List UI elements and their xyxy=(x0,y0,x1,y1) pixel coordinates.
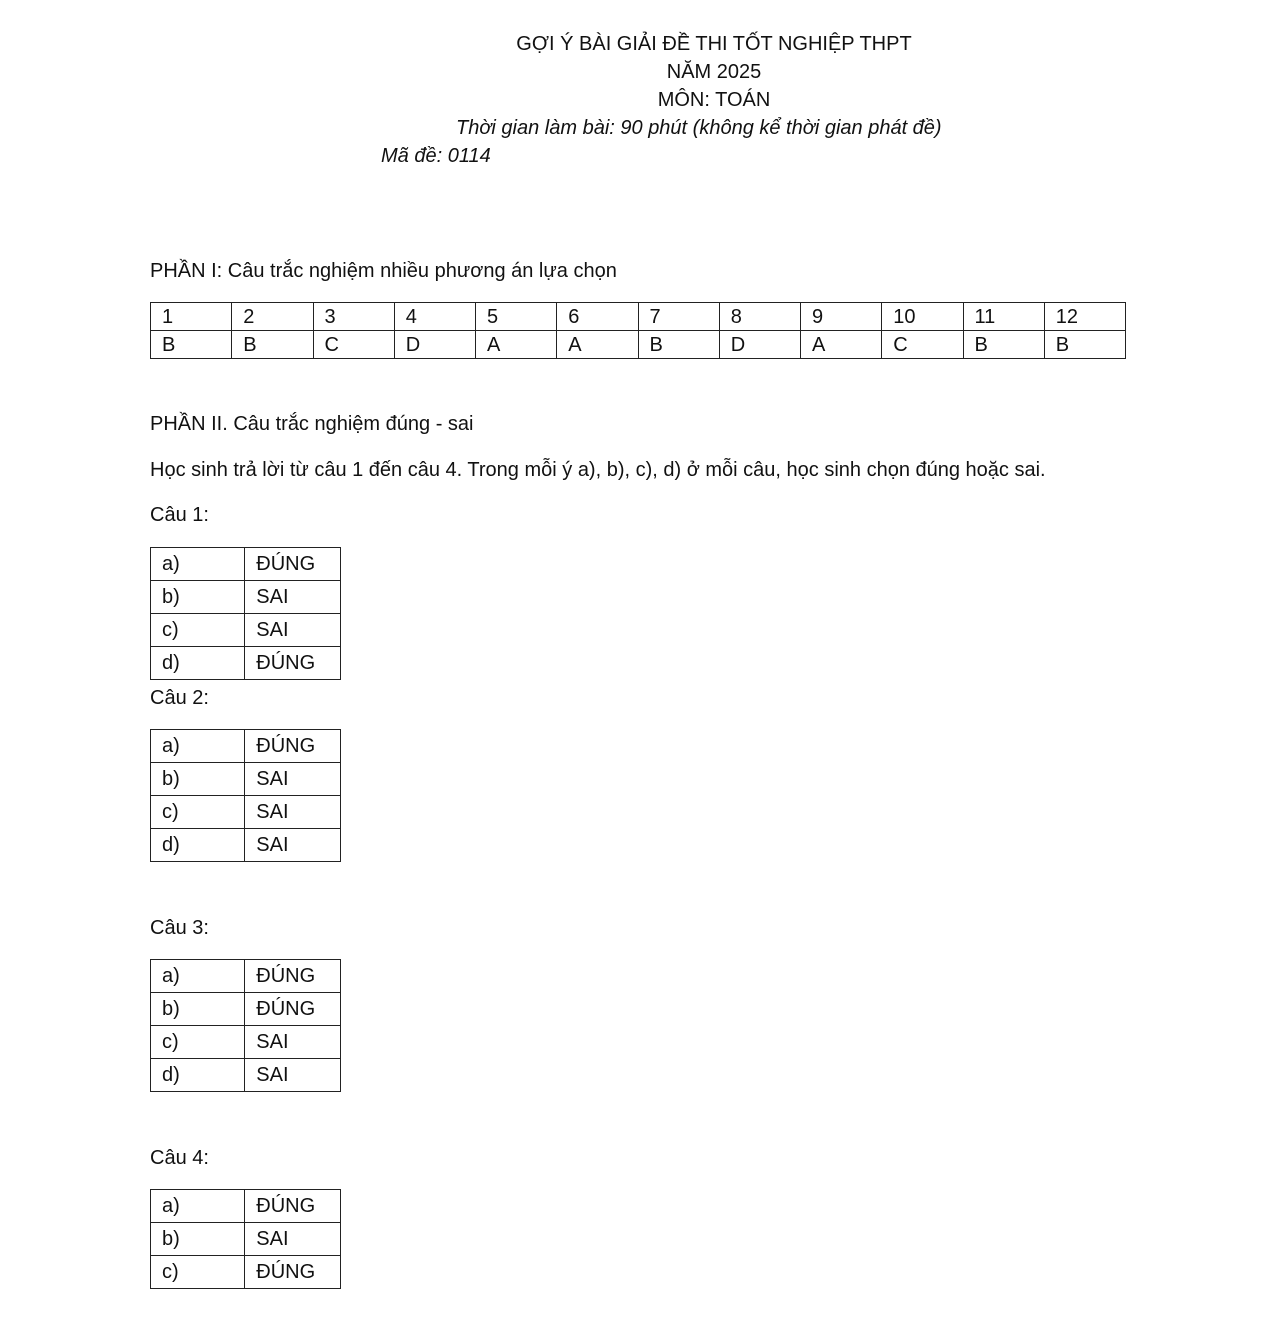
option-label: a) xyxy=(151,548,245,581)
table-row xyxy=(151,960,341,993)
true-false-answer: SAI xyxy=(245,1026,341,1059)
option-label: c) xyxy=(151,1256,245,1289)
true-false-answer: ĐÚNG xyxy=(245,730,341,763)
answer-letter: B xyxy=(151,331,232,359)
answer-letter: B xyxy=(1044,331,1125,359)
table-row xyxy=(151,647,341,680)
option-label: b) xyxy=(151,1223,245,1256)
option-label: c) xyxy=(151,796,245,829)
part1-heading: PHẦN I: Câu trắc nghiệm nhiều phương án lựa chọn xyxy=(150,260,617,282)
question-number: 7 xyxy=(638,303,719,331)
question-2-label: Câu 2: xyxy=(150,687,209,709)
answer-letter: A xyxy=(476,331,557,359)
option-label: a) xyxy=(151,730,245,763)
answer-letter: D xyxy=(719,331,800,359)
question-number: 6 xyxy=(557,303,638,331)
table-row xyxy=(151,548,341,581)
option-label: b) xyxy=(151,763,245,796)
question-number: 11 xyxy=(963,303,1044,331)
question-number: 12 xyxy=(1044,303,1125,331)
table-row xyxy=(151,763,341,796)
option-label: d) xyxy=(151,1059,245,1092)
table-row xyxy=(151,581,341,614)
table-row xyxy=(151,1256,341,1289)
answer-letter: A xyxy=(801,331,882,359)
option-label: c) xyxy=(151,614,245,647)
option-label: a) xyxy=(151,960,245,993)
true-false-answer: ĐÚNG xyxy=(245,960,341,993)
option-label: b) xyxy=(151,581,245,614)
true-false-answer: SAI xyxy=(245,1059,341,1092)
question-number-row xyxy=(151,303,1126,331)
option-label: b) xyxy=(151,993,245,1026)
part2-heading: PHẦN II. Câu trắc nghiệm đúng - sai xyxy=(150,413,474,435)
answer-letter: D xyxy=(394,331,475,359)
question-1-label: Câu 1: xyxy=(150,504,209,526)
question-number: 9 xyxy=(801,303,882,331)
answer-letter: A xyxy=(557,331,638,359)
question-1-table xyxy=(150,547,341,680)
part2-instruction: Học sinh trả lời từ câu 1 đến câu 4. Trong mỗi ý a), b), c), d) ở mỗi câu, học sinh chọn đúng hoặc sai. xyxy=(150,459,1046,481)
question-number: 3 xyxy=(313,303,394,331)
question-number: 8 xyxy=(719,303,800,331)
question-number: 2 xyxy=(232,303,313,331)
table-row xyxy=(151,1223,341,1256)
answer-letter: C xyxy=(882,331,963,359)
option-label: a) xyxy=(151,1190,245,1223)
table-row xyxy=(151,1026,341,1059)
table-row xyxy=(151,1190,341,1223)
option-label: d) xyxy=(151,647,245,680)
answer-letter: B xyxy=(963,331,1044,359)
true-false-answer: SAI xyxy=(245,796,341,829)
question-number: 10 xyxy=(882,303,963,331)
exam-year: NĂM 2025 xyxy=(666,61,762,83)
table-row xyxy=(151,614,341,647)
true-false-answer: ĐÚNG xyxy=(245,1190,341,1223)
answer-letter: B xyxy=(638,331,719,359)
true-false-answer: ĐÚNG xyxy=(245,993,341,1026)
table-row xyxy=(151,993,341,1026)
true-false-answer: ĐÚNG xyxy=(245,1256,341,1289)
exam-code: Mã đề: 0114 xyxy=(381,145,491,167)
part1-answer-table xyxy=(150,302,1126,359)
true-false-answer: ĐÚNG xyxy=(245,647,341,680)
true-false-answer: ĐÚNG xyxy=(245,548,341,581)
true-false-answer: SAI xyxy=(245,1223,341,1256)
option-label: d) xyxy=(151,829,245,862)
question-number: 1 xyxy=(151,303,232,331)
question-4-table xyxy=(150,1189,341,1289)
question-2-table xyxy=(150,729,341,862)
answer-letter: B xyxy=(232,331,313,359)
true-false-answer: SAI xyxy=(245,829,341,862)
exam-subject: MÔN: TOÁN xyxy=(657,89,771,111)
option-label: c) xyxy=(151,1026,245,1059)
question-3-label: Câu 3: xyxy=(150,917,209,939)
table-row xyxy=(151,1059,341,1092)
true-false-answer: SAI xyxy=(245,614,341,647)
answer-row xyxy=(151,331,1126,359)
question-3-table xyxy=(150,959,341,1092)
answer-letter: C xyxy=(313,331,394,359)
table-row xyxy=(151,730,341,763)
table-row xyxy=(151,796,341,829)
table-row xyxy=(151,829,341,862)
true-false-answer: SAI xyxy=(245,581,341,614)
question-number: 5 xyxy=(476,303,557,331)
true-false-answer: SAI xyxy=(245,763,341,796)
question-number: 4 xyxy=(394,303,475,331)
document-title: GỢI Ý BÀI GIẢI ĐỀ THI TỐT NGHIỆP THPT xyxy=(516,33,912,55)
exam-time: Thời gian làm bài: 90 phút (không kể thời gian phát đề) xyxy=(456,117,942,139)
question-4-label: Câu 4: xyxy=(150,1147,209,1169)
